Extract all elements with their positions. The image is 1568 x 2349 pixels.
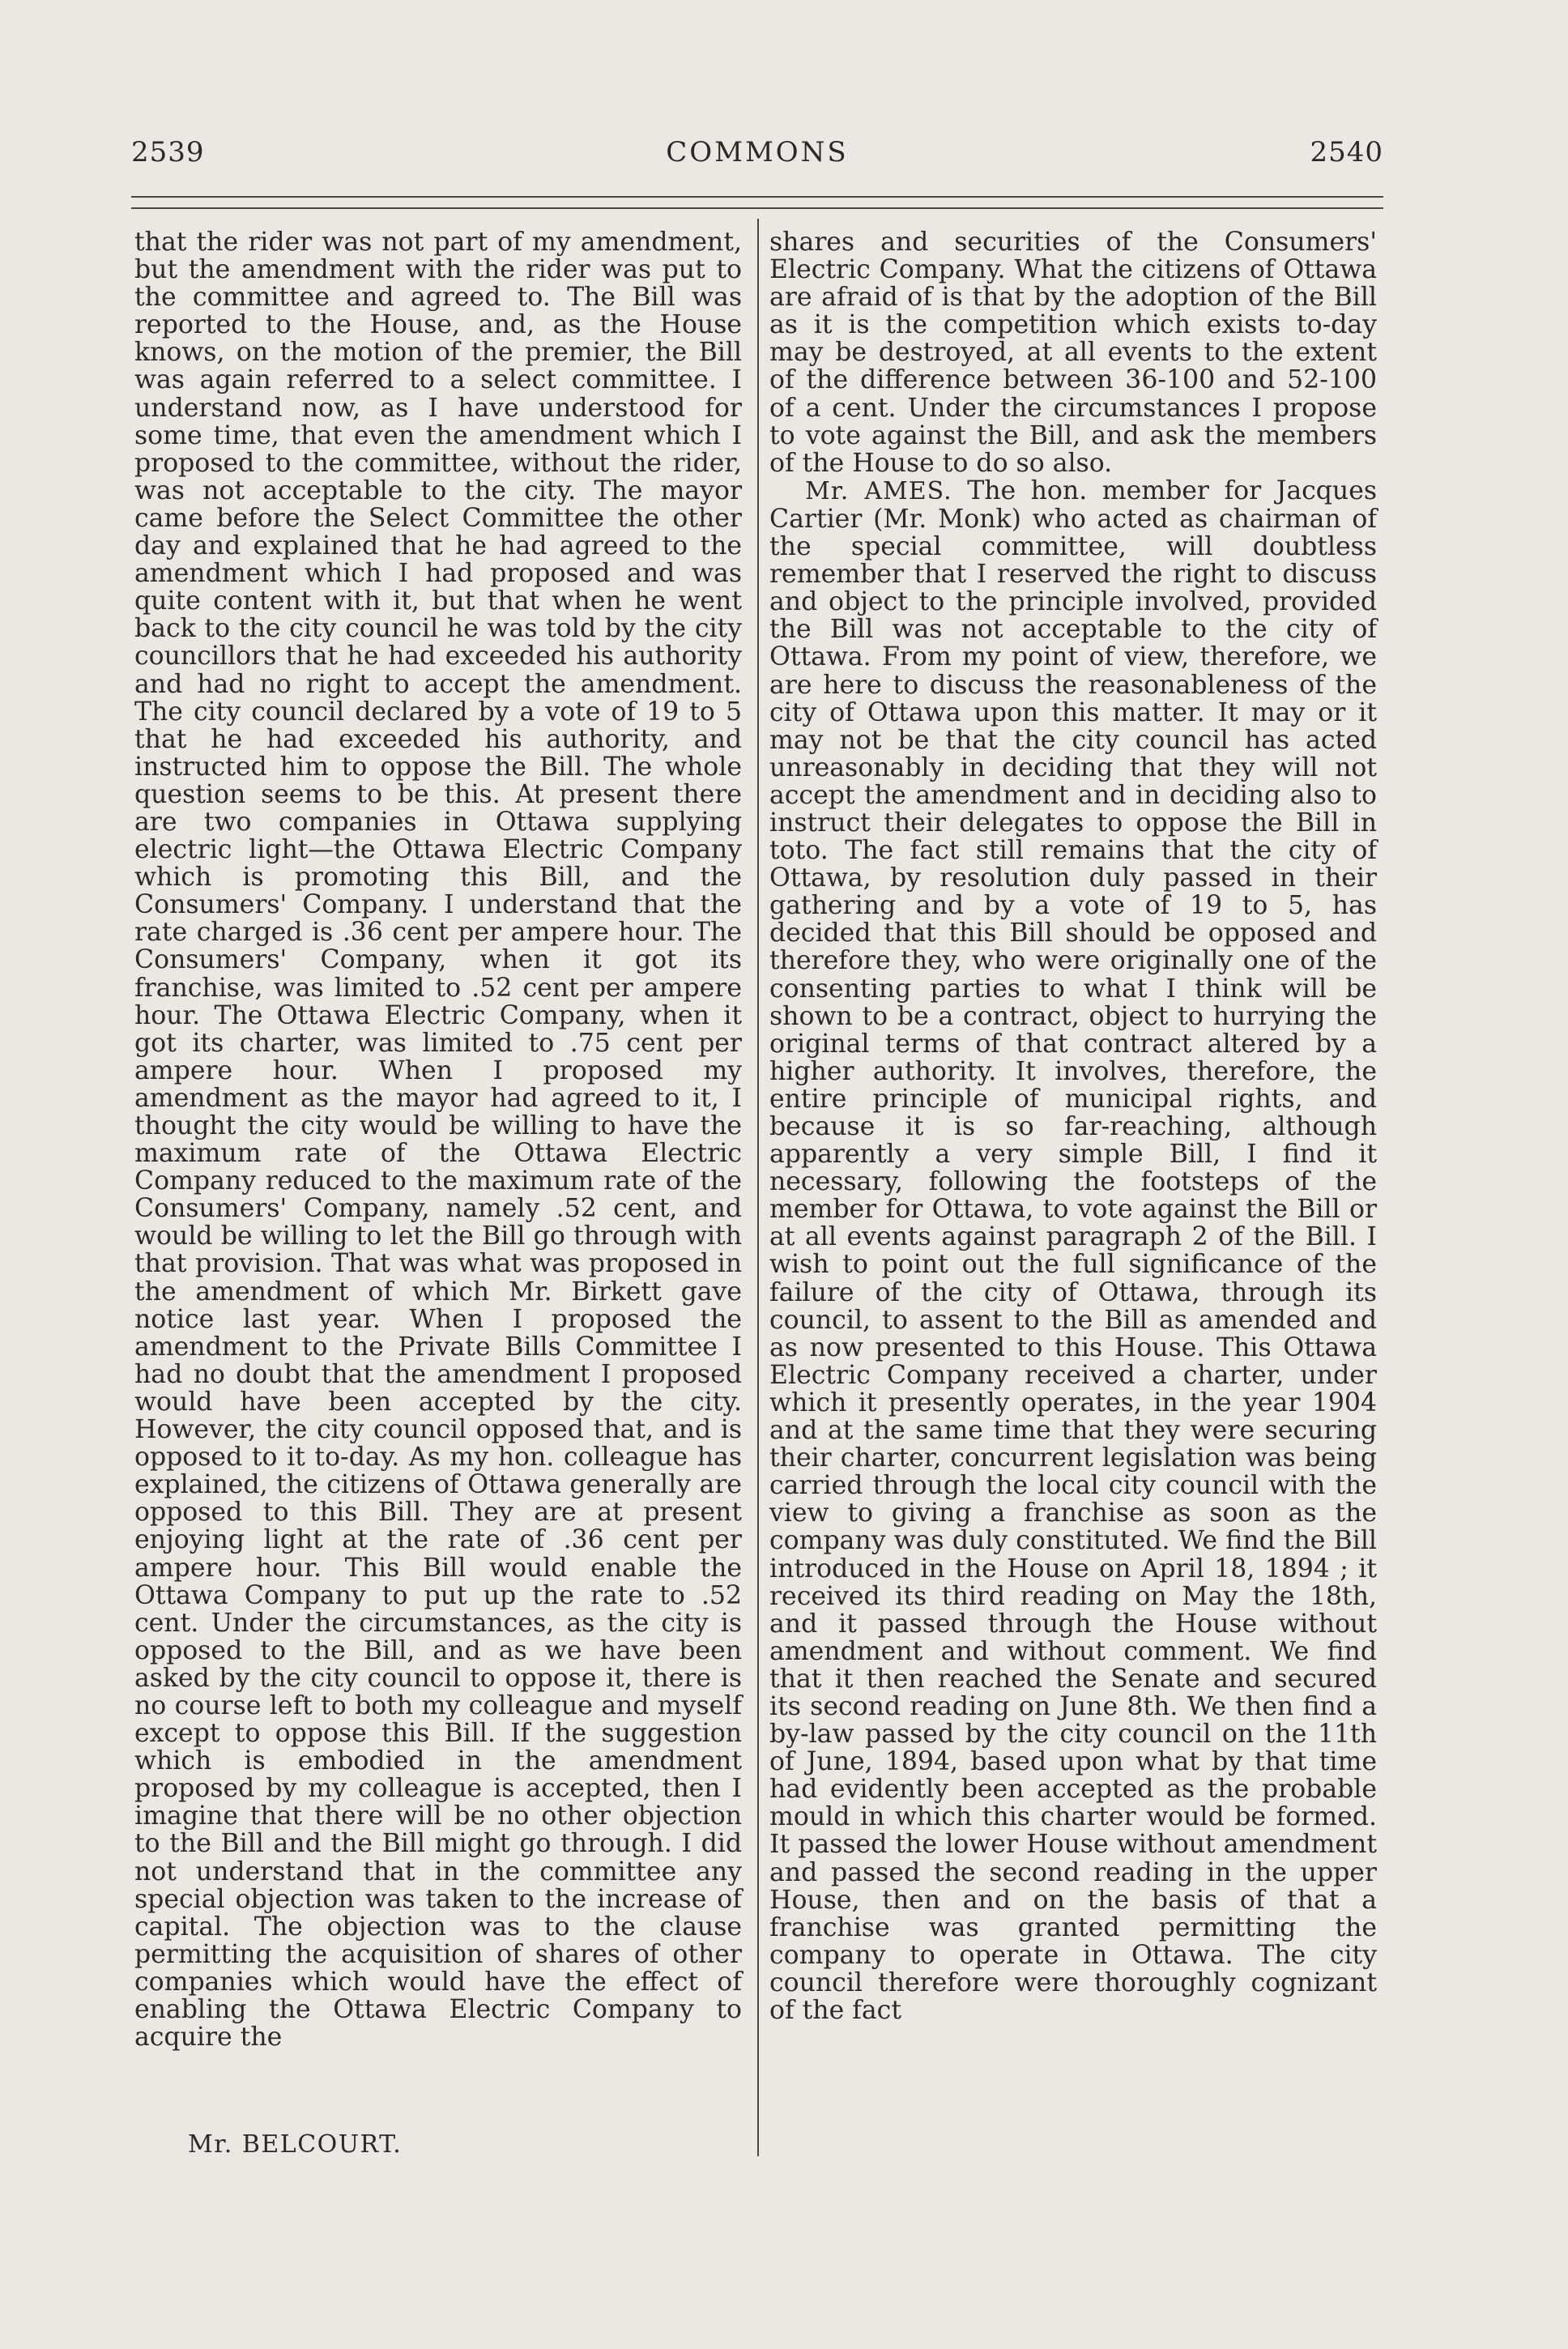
right-paragraph-1: shares and securities of the Consumers' Electric Company. What the citizens of Ottawa are afraid of is that by the adoption of the Bill as it is the competition which exists to-day may be destroyed, at all events to the extent of the difference between 36-100 and 52-100 of a cent. Under the circumstances I propose to vote against the Bill, and ask the members of the House to do so also. — [769, 228, 1377, 478]
page-number-right: 2540 — [1310, 136, 1383, 168]
speaker-name: Mr. AMES. — [805, 476, 952, 505]
left-paragraph-1: that the rider was not part of my amendment, but the amendment with the rider was put to the committee and agreed to. The Bill was reported to the House, and, as the House knows, on the motion of the premier, the Bill was again referred to a select committee. I understand now, as I have understood for some time, that even the amendment which I proposed to the committee, without the rider, was not acceptable to the city. The mayor came before the Select Committee the other day and explained that he had agreed to the amendment which I had proposed and was quite content with it, but that when he went back to the city council he was told by the city councillors that he had exceeded his authority and had no right to accept the amendment. The city council declared by a vote of 19 to 5 that he had exceeded his authority, and instructed him to oppose the Bill. The whole question seems to be this. At present there are two companies in Ottawa supplying electric light—the Ottawa Electric Company which is promoting this Bill, and the Consumers' Company. I understand that the rate charged is .36 cent per ampere hour. The Consumers' Company, when it got its franchise, was limited to .52 cent per ampere hour. The Ottawa Electric Company, when it got its charter, was limited to .75 cent per ampere hour. When I proposed my amendment as the mayor had agreed to it, I thought the city would be willing to have the maximum rate of the Ottawa Electric Company reduced to the maximum rate of the Consumers' Company, namely .52 cent, and would be willing to let the Bill go through with that provision. That was what was proposed in the amendment of which Mr. Birkett gave notice last year. When I proposed the amendment to the Private Bills Committee I had no doubt that the amendment I proposed would have been accepted by the city. However, the city council opposed that, and is opposed to it to-day. As my hon. colleague has explained, the citizens of Ottawa generally are opposed to this Bill. They are at present enjoying light at the rate of .36 cent per ampere hour. This Bill would enable the Ottawa Company to put up the rate to .52 cent. Under the circumstances, as the city is opposed to the Bill, and as we have been asked by the city council to oppose it, there is no course left to both my colleague and myself except to oppose this Bill. If the suggestion which is embodied in the amendment proposed by my colleague is accepted, then I imagine that there will be no other objection to the Bill and the Bill might go through. I did not understand that in the committee any special objection was taken to the increase of capital. The objection was to the clause permitting the acquisition of shares of other companies which would have the effect of enabling the Ottawa Electric Company to acquire the — [134, 228, 742, 2053]
left-column — [134, 228, 742, 2051]
footer-speaker: Mr. BELCOURT. — [188, 2130, 403, 2159]
right-column — [769, 228, 1377, 2024]
speech-text: The hon. member for Jacques Cartier (Mr. Monk) who acted as chairman of the special committee, will doubtless remember that I reserved the right to discuss and object to the principle involved, provided the Bill was not acceptable to the city of Ottawa. From my point of view, therefore, we are here to discuss the reasonableness of the city of Ottawa upon this matter. It may or it may not be that the city council has acted unreasonably in deciding that they will not accept the amendment and in deciding also to instruct their delegates to oppose the Bill in toto. The fact still remains that the city of Ottawa, by resolution duly passed in their gathering and by a vote of 19 to 5, has decided that this Bill should be opposed and therefore they, who were originally one of the consenting parties to what I think will be shown to be a contract, object to hurrying the original terms of that contract altered by a higher authority. It involves, therefore, the entire principle of municipal rights, and because it is so far-reaching, although apparently a very simple Bill, I find it necessary, following the footsteps of the member for Ottawa, to vote against the Bill or at all events against paragraph 2 of the Bill. I wish to point out the full significance of the failure of the city of Ottawa, through its council, to assent to the Bill as amended and as now presented to this House. This Ottawa Electric Company received a charter, under which it presently operates, in the year 1904 and at the same time that they were securing their charter, concurrent legislation was being carried through the local city council with the view to giving a franchise as soon as the company was duly constituted. We find the Bill introduced in the House on April 18, 1894 ; it received its third reading on May the 18th, and it passed through the House without amendment and without comment. We find that it then reached the Senate and secured its second reading on June 8th. We then find a by-law passed by the city council on the 11th of June, 1894, based upon what by that time had evidently been accepted as the probable mould in which this charter would be formed. It passed the lower House without amendment and passed the second reading in the upper House, then and on the basis of that a franchise was granted permitting the company to operate in Ottawa. The city council therefore were thoroughly cognizant of the fact — [769, 475, 1378, 2025]
column-divider — [757, 219, 759, 2156]
page-header — [131, 136, 1383, 177]
right-paragraph-2 — [769, 477, 1377, 2024]
page-number-left: 2539 — [131, 136, 205, 168]
header-rule-bottom — [131, 207, 1383, 209]
header-rule-top — [131, 196, 1383, 198]
running-title: COMMONS — [666, 136, 849, 168]
